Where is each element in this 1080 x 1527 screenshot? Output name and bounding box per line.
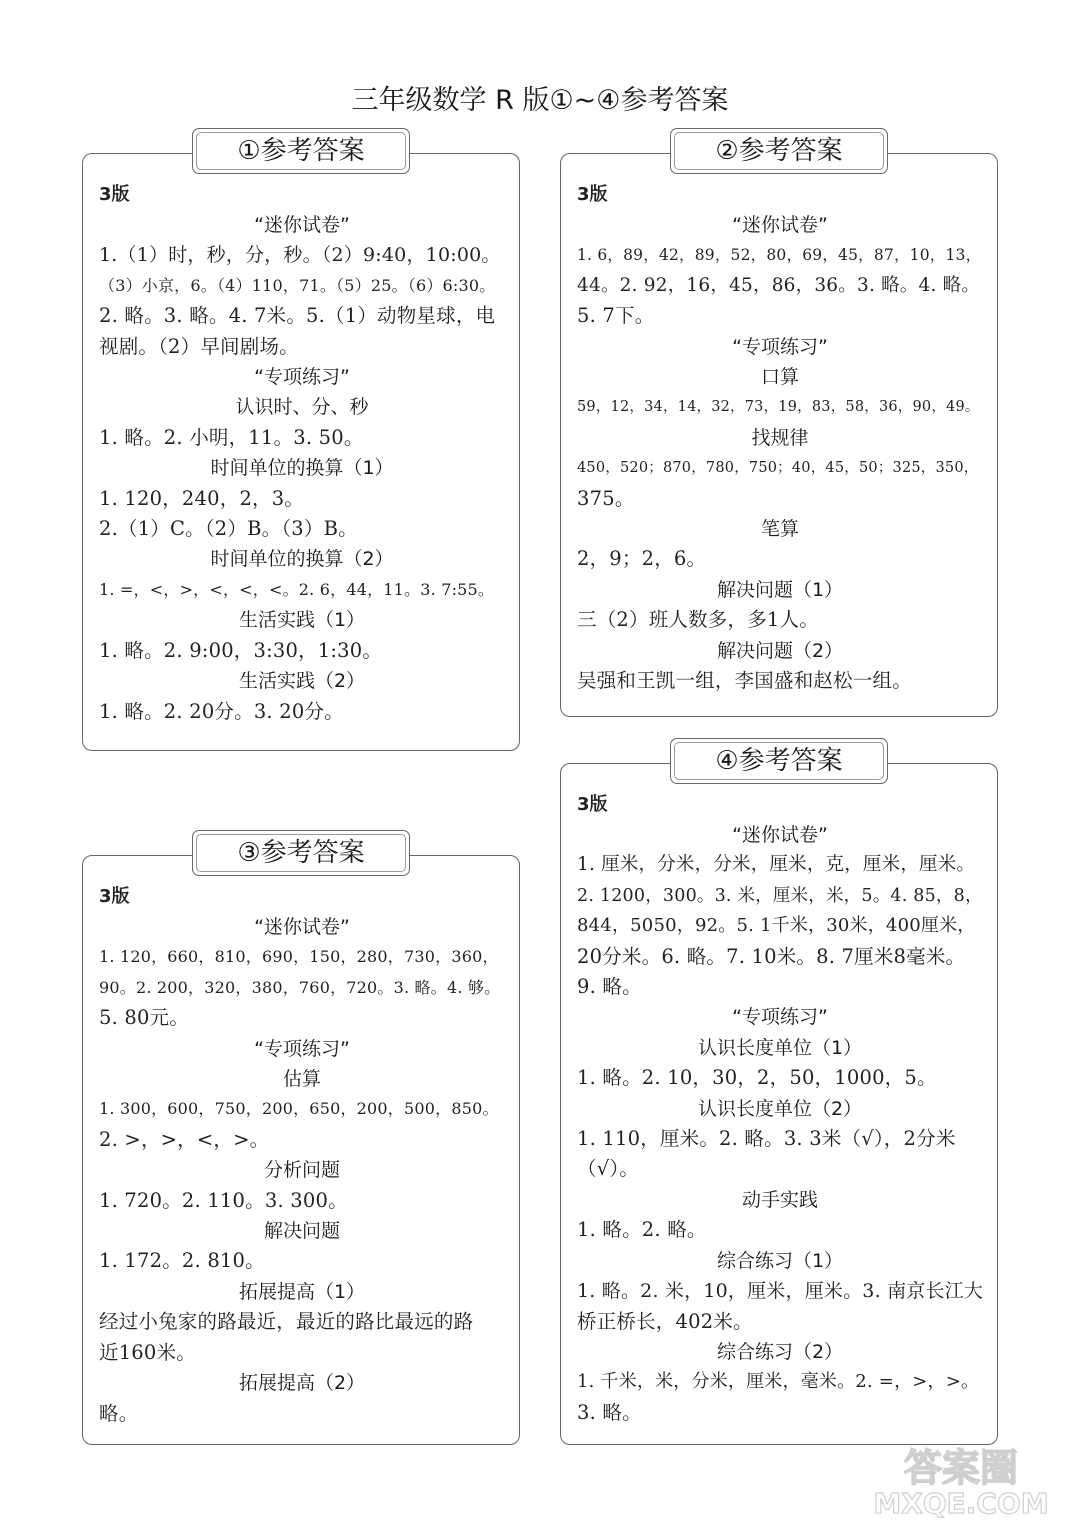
section-heading: 估算 [282, 1068, 321, 1091]
answer-line: 1. 千米，米，分米，厘米，毫米。2. =，>，>。 [577, 1371, 980, 1393]
panel-body [99, 912, 505, 1429]
answer-line: 3. 略。 [577, 1400, 642, 1424]
section-heading: “专项练习” [254, 366, 350, 389]
answer-line: 略。 [99, 1401, 139, 1425]
section-heading: 笔算 [760, 518, 799, 541]
answer-line: 1. 110，厘米。2. 略。3. 3米（√），2分米 [577, 1127, 956, 1151]
answer-line: 2. 略。3. 略。4. 7米。5.（1）动物星球，电 [99, 304, 496, 328]
answer-line: 1. 略。2. 9:00，3:30，1:30。 [99, 638, 383, 662]
section-heading: 口算 [760, 366, 799, 389]
watermark-logo [872, 1441, 1050, 1519]
section-heading: 生活实践（2） [238, 670, 366, 693]
page-title: 三年级数学 R 版①~④参考答案 [351, 85, 729, 116]
answer-line: 1. 720。2. 110。3. 300。 [99, 1188, 348, 1212]
answer-line: 90。2. 200，320，380，760，720。3. 略。4. 够。 [99, 977, 501, 997]
section-heading: “专项练习” [254, 1037, 350, 1060]
panel-body [577, 210, 983, 697]
answer-line: 2. >，>，<，>。 [99, 1127, 270, 1151]
section-heading: “迷你试卷” [732, 824, 828, 846]
answer-line: 375。 [577, 486, 635, 510]
watermark-top-text: 答案圈 [903, 1446, 1019, 1490]
panel-label: ①参考答案 [192, 128, 410, 174]
answer-line: 2，9；2，6。 [577, 547, 707, 571]
section-heading: “迷你试卷” [254, 214, 350, 236]
answer-line: 9. 略。 [577, 975, 642, 999]
answer-line: 1. 厘米，分米，分米，厘米，克，厘米，厘米。 [577, 854, 976, 876]
section-heading: 找规律 [751, 426, 809, 449]
answer-line: 1.（1）时，秒，分，秒。（2）9:40，10:00。 [99, 244, 501, 267]
section-heading: 综合练习（1） [716, 1249, 844, 1272]
section-heading: 综合练习（2） [716, 1340, 844, 1363]
answer-line: 1. 6，89，42，89，52，80，69，45，87，10，13， [577, 246, 982, 265]
answer-line: 1. 略。2. 10，30，2，50，1000，5。 [577, 1066, 937, 1090]
answer-line: 5. 7下。 [577, 304, 655, 328]
section-heading: “专项练习” [732, 1006, 828, 1029]
answer-line: 三（2）班人数多，多1人。 [577, 608, 819, 632]
answer-line: 1. 略。2. 略。 [577, 1218, 707, 1242]
edition-label: 3版 [577, 184, 608, 205]
panel-label: ②参考答案 [670, 128, 888, 174]
panel-label: ④参考答案 [670, 738, 888, 784]
panel-body [99, 210, 505, 727]
section-heading: “专项练习” [732, 335, 828, 358]
answer-line: 1. 略。2. 20分。3. 20分。 [99, 699, 344, 723]
answer-line: 1. 172。2. 810。 [99, 1249, 265, 1273]
answer-panel-2 [560, 136, 998, 717]
answer-line: 20分米。6. 略。7. 10米。8. 7厘米8毫米。 [577, 944, 966, 968]
panel-body [577, 820, 983, 1428]
answer-line: （3）小京，6。（4）110，71。（5）25。（6）6:30。 [99, 275, 496, 295]
answer-line: 近160米。 [99, 1340, 196, 1364]
answer-panel-1 [82, 136, 520, 751]
section-heading: 解决问题（2） [716, 639, 844, 662]
section-heading: 时间单位的换算（1） [210, 457, 394, 480]
section-heading: 解决问题（1） [716, 578, 844, 601]
answer-line: 44。2. 92，16，45，86，36。3. 略。4. 略。 [577, 274, 981, 296]
edition-label: 3版 [99, 184, 130, 205]
answer-line: 1. 120，240，2，3。 [99, 486, 305, 510]
answer-line: 450，520；870，780，750；40，45，50；325，350， [577, 460, 979, 477]
answer-line: 844，5050，92。5. 1千米，30米，400厘米， [577, 915, 976, 937]
section-heading: 分析问题 [263, 1159, 340, 1182]
section-heading: “迷你试卷” [732, 214, 828, 236]
watermark-bottom-text: MXQE.COM [873, 1487, 1049, 1519]
edition-label: 3版 [99, 886, 130, 907]
panel-label: ③参考答案 [192, 830, 410, 876]
answer-line: 1. 120，660，810，690，150，280，730，360， [99, 947, 499, 967]
section-heading: 解决问题 [263, 1220, 340, 1243]
section-heading: 拓展提高（2） [238, 1372, 366, 1395]
answer-line: 吴强和王凯一组，李国盛和赵松一组。 [577, 669, 912, 693]
answer-line: 59，12，34，14，32，73，19，83，58，36，90，49。 [577, 399, 980, 416]
answer-line: 经过小兔家的路最近，最近的路比最远的路 [99, 1310, 474, 1334]
edition-label: 3版 [577, 794, 608, 815]
section-heading: 生活实践（1） [238, 609, 366, 632]
answer-line: 视剧。（2）早间剧场。 [99, 334, 299, 358]
answer-line: 2. 1200，300。3. 米，厘米，米，5。4. 85，8， [577, 885, 983, 906]
answer-line: 1. 300，600，750，200，650，200，500，850。 [99, 1099, 499, 1119]
section-heading: 认识长度单位（1） [697, 1036, 863, 1059]
answer-line: （√）。 [577, 1157, 639, 1181]
answer-line: 1. =，<，>，<，<，<。2. 6，44，11。3. 7:55。 [99, 579, 495, 599]
section-heading: “迷你试卷” [254, 916, 350, 938]
answer-panel-3 [82, 838, 520, 1445]
section-heading: 时间单位的换算（2） [210, 548, 394, 571]
answer-line: 5. 80元。 [99, 1006, 190, 1030]
section-heading: 认识时、分、秒 [235, 396, 369, 419]
answer-panel-4 [560, 746, 998, 1445]
section-heading: 拓展提高（1） [238, 1280, 366, 1303]
section-heading: 动手实践 [741, 1188, 818, 1211]
answer-line: 1. 略。2. 米，10，厘米，厘米。3. 南京长江大 [577, 1280, 984, 1303]
section-heading: 认识长度单位（2） [697, 1097, 863, 1120]
answer-line: 桥正桥长，402米。 [577, 1309, 753, 1333]
answer-line: 2.（1）C。（2）B。（3）B。 [99, 517, 358, 541]
answer-line: 1. 略。2. 小明，11。3. 50。 [99, 425, 364, 449]
